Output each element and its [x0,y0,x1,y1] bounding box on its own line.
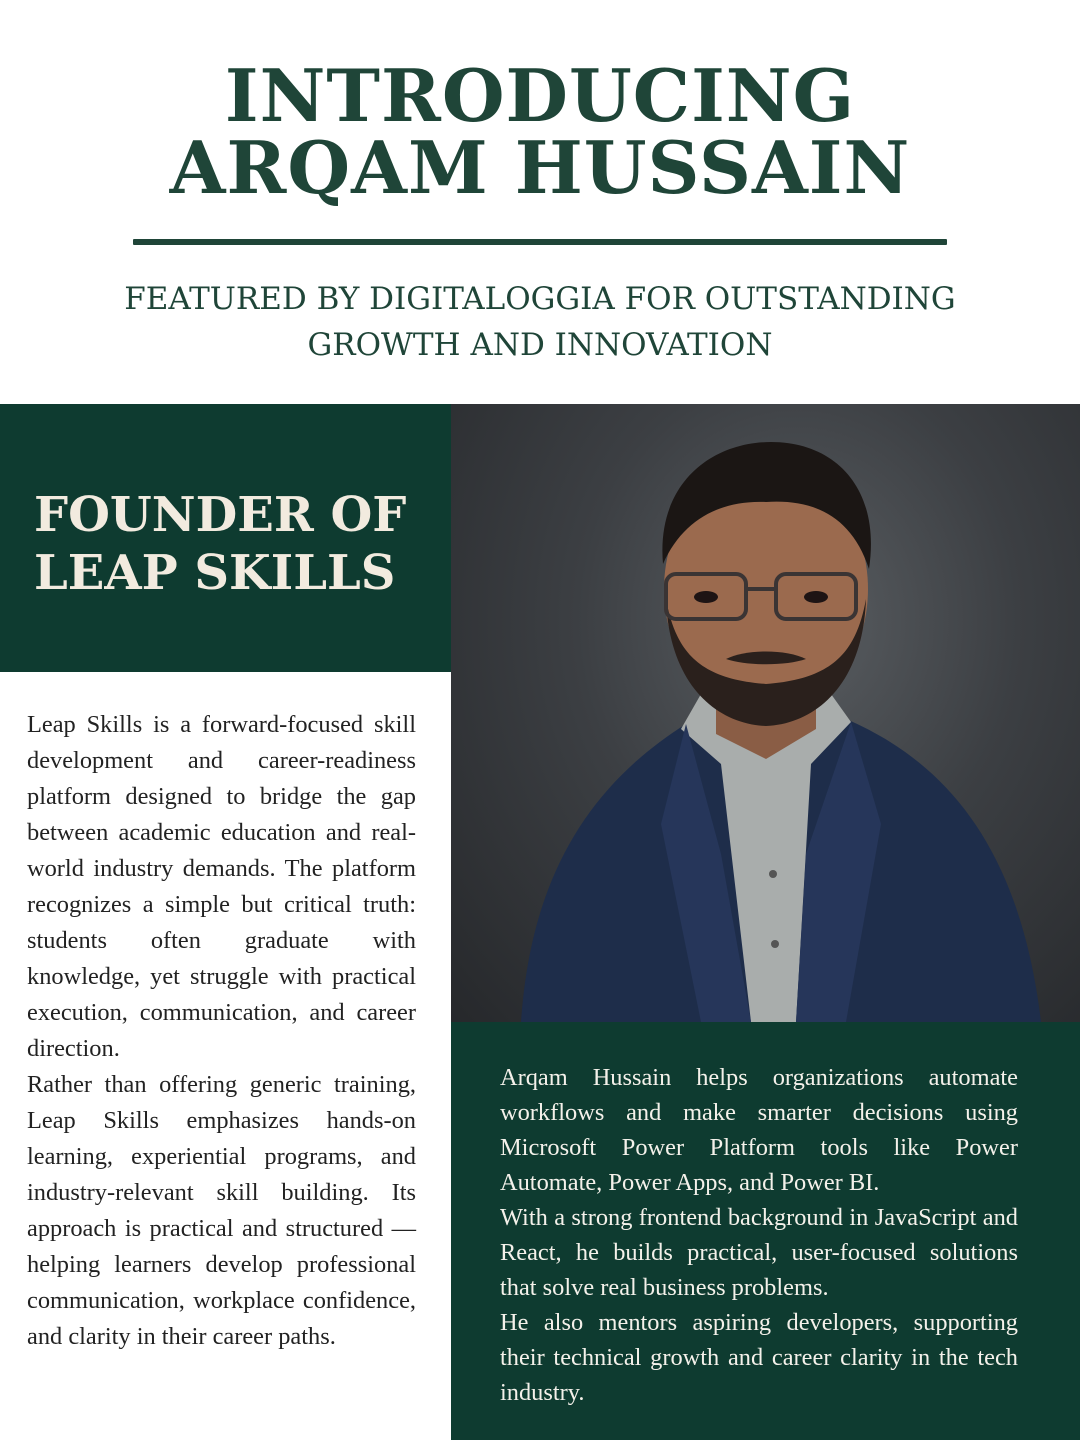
bio-paragraph-1: Arqam Hussain helps organizations automate workflows and make smarter decisions using Microsoft Power Platform tools like Power Automate, Power Apps, and Power BI. [500,1064,1018,1196]
portrait-illustration [451,404,1080,1022]
founder-banner [0,404,451,672]
bio-text [500,1060,1018,1410]
leap-skills-description [27,707,416,1355]
subtitle-line-1: FEATURED BY DIGITALOGGIA FOR OUTSTANDING [124,281,956,317]
founder-title [34,486,444,602]
founder-line-2: LEAP SKILLS [34,545,396,601]
subtitle-line-2: GROWTH AND INNOVATION [307,327,773,363]
page-title [0,53,1080,210]
header [0,0,1080,404]
founder-line-1: FOUNDER OF [34,487,407,543]
bio-panel [451,1022,1080,1440]
title-divider [133,239,947,245]
bio-paragraph-3: He also mentors aspiring developers, supporting their technical growth and career clarity in the tech industry. [500,1309,1018,1406]
leap-skills-paragraph-2: Rather than offering generic training, Leap Skills emphasizes hands-on learning, experiential programs, and industry-relevant skill building. Its approach is practical and structured —helping learners develop professional communication, workplace confidence, and clarity in their career paths. [27,1071,416,1350]
title-line-2: ARQAM HUSSAIN [169,125,911,210]
bio-paragraph-2: With a strong frontend background in JavaScript and React, he builds practical, user-focused solutions that solve real business problems. [500,1204,1018,1301]
subtitle [60,276,1020,368]
portrait-photo [451,404,1080,1022]
leap-skills-paragraph-1: Leap Skills is a forward-focused skill development and career-readiness platform designed to bridge the gap between academic education and real-world industry demands. The platform recognizes a simple but critical truth: students often graduate with knowledge, yet struggle with practical execution, communication, and career direction. [27,711,416,1062]
title-line-1: INTRODUCING [224,53,856,138]
